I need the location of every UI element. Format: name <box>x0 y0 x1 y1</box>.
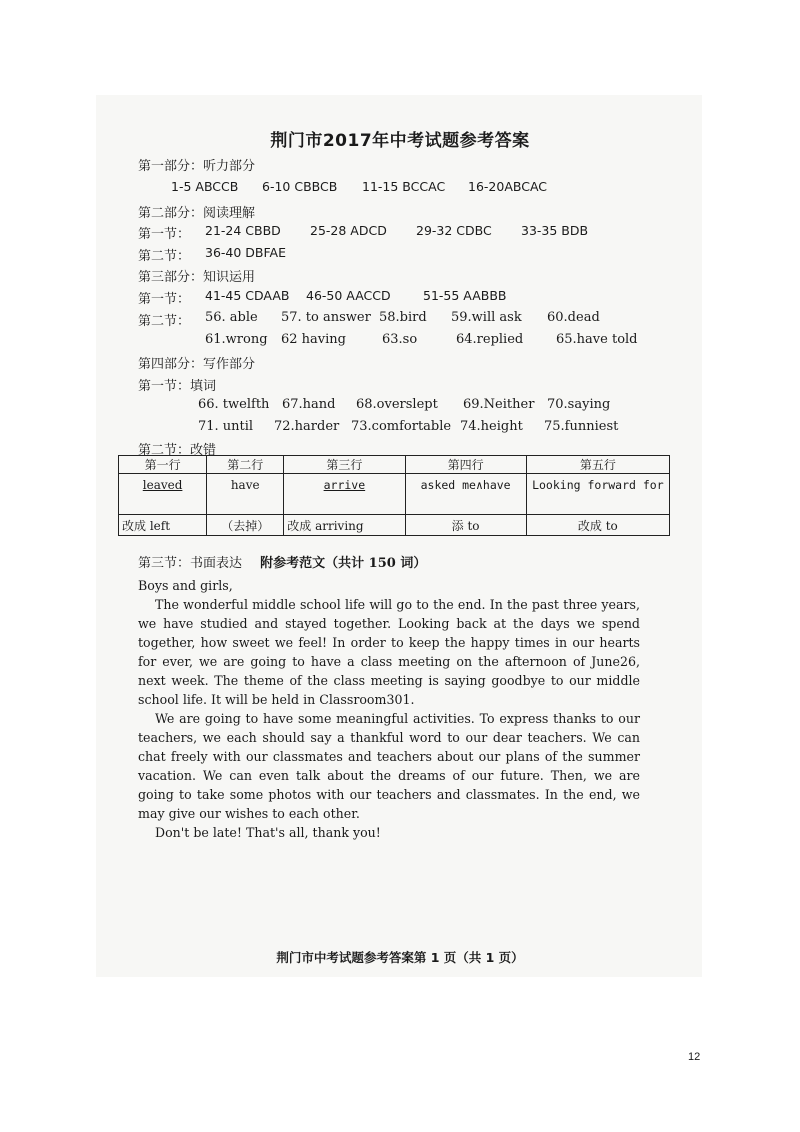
answer-group: 6-10 CBBCB <box>262 179 338 194</box>
answer-item: 74.height <box>460 419 523 434</box>
table-cell-error: arrive <box>284 474 405 515</box>
part2-heading: 第二部分：阅读理解 <box>138 206 256 221</box>
answer-group: 11-15 BCCAC <box>362 179 446 194</box>
section-label: 第二节： <box>138 249 191 264</box>
essay-note: 附参考范文（共计 150 词） <box>260 556 427 571</box>
section-label: 第一节： <box>138 292 191 307</box>
table-cell-correction: 改成 to <box>526 515 669 536</box>
section-label-text: 第三节：书面表达 <box>138 556 243 571</box>
table-header: 第一行 <box>119 456 207 474</box>
section-label: 第二节：改错 <box>138 443 217 458</box>
table-header: 第四行 <box>405 456 526 474</box>
table-cell-correction: （去掉） <box>207 515 284 536</box>
table-header: 第三行 <box>284 456 405 474</box>
answer-group: 16-20ABCAC <box>468 179 548 194</box>
answer-group: 21-24 CBBD <box>205 223 281 238</box>
answer-group: 36-40 DBFAE <box>205 245 286 260</box>
answer-item: 61.wrong <box>205 332 268 347</box>
answer-item: 58.bird <box>379 310 427 325</box>
table-header: 第五行 <box>526 456 669 474</box>
answer-item: 72.harder <box>274 419 340 434</box>
section-label <box>138 552 426 571</box>
error-correction-table <box>118 455 670 536</box>
page-title: 荆门市2017年中考试题参考答案 <box>270 131 530 151</box>
answer-item: 71. until <box>198 419 254 434</box>
part3-heading: 第三部分：知识运用 <box>138 270 256 285</box>
table-cell-error: have <box>207 474 284 515</box>
table-header: 第二行 <box>207 456 284 474</box>
table-cell-correction: 改成 left <box>119 515 207 536</box>
answer-item: 56. able <box>205 310 258 325</box>
table-cell-correction: 改成 arriving <box>284 515 405 536</box>
table-cell-error: leaved <box>119 474 207 515</box>
answer-item: 63.so <box>382 332 418 347</box>
essay-greeting: Boys and girls, <box>138 578 233 593</box>
answer-item: 69.Neither <box>463 397 535 412</box>
page-footer: 荆门市中考试题参考答案第 1 页（共 1 页） <box>276 950 524 965</box>
answer-item: 75.funniest <box>544 419 619 434</box>
answer-item: 65.have told <box>556 332 638 347</box>
answer-group: 46-50 AACCD <box>306 288 391 303</box>
answer-group: 1-5 ABCCB <box>171 179 239 194</box>
answer-item: 57. to answer <box>281 310 371 325</box>
essay-paragraph: Don't be late! That's all, thank you! <box>155 825 381 840</box>
answer-item: 67.hand <box>282 397 336 412</box>
answer-item: 59.will ask <box>451 310 522 325</box>
section-label: 第二节： <box>138 314 191 329</box>
answer-item: 68.overslept <box>356 397 438 412</box>
model-essay <box>138 576 640 842</box>
page-number: 12 <box>688 1051 701 1063</box>
answer-item: 73.comfortable <box>351 419 452 434</box>
answer-group: 25-28 ADCD <box>310 223 387 238</box>
answer-item: 70.saying <box>547 397 611 412</box>
answer-item: 60.dead <box>547 310 600 325</box>
table-cell-correction: 添 to <box>405 515 526 536</box>
essay-paragraph: The wonderful middle school life will go to the end. In the past three years, we have studied and stayed together. Looking back at the days we spend together, how sweet we feel! In order to keep the happy times in our hearts for ever, we are going to have a class meeting on the afternoon of June26, next week. The theme of the class meeting is saying goodbye to our middle school life. It will be held in Classroom301. <box>138 597 640 707</box>
section-label: 第一节：填词 <box>138 379 217 394</box>
answer-group: 51-55 AABBB <box>423 288 507 303</box>
answer-item: 62 having <box>281 332 346 347</box>
part4-heading: 第四部分：写作部分 <box>138 357 256 372</box>
table-cell-error: Looking forward for <box>526 474 669 515</box>
table-cell-error: asked me∧have <box>405 474 526 515</box>
answer-group: 33-35 BDB <box>521 223 589 238</box>
section-label: 第一节： <box>138 227 191 242</box>
answer-group: 29-32 CDBC <box>416 223 492 238</box>
part1-heading: 第一部分：听力部分 <box>138 159 256 174</box>
answer-item: 64.replied <box>456 332 524 347</box>
answer-item: 66. twelfth <box>198 397 270 412</box>
answer-group: 41-45 CDAAB <box>205 288 290 303</box>
essay-paragraph: We are going to have some meaningful activities. To express thanks to our teachers, we each should say a thankful word to our dear teachers. We can chat freely with our classmates and teachers about our plans of the summer vacation. We can even talk about the dreams of our future. Then, we are going to take some photos with our teachers and classmates. In the end, we may give our wishes to each other. <box>138 711 640 821</box>
